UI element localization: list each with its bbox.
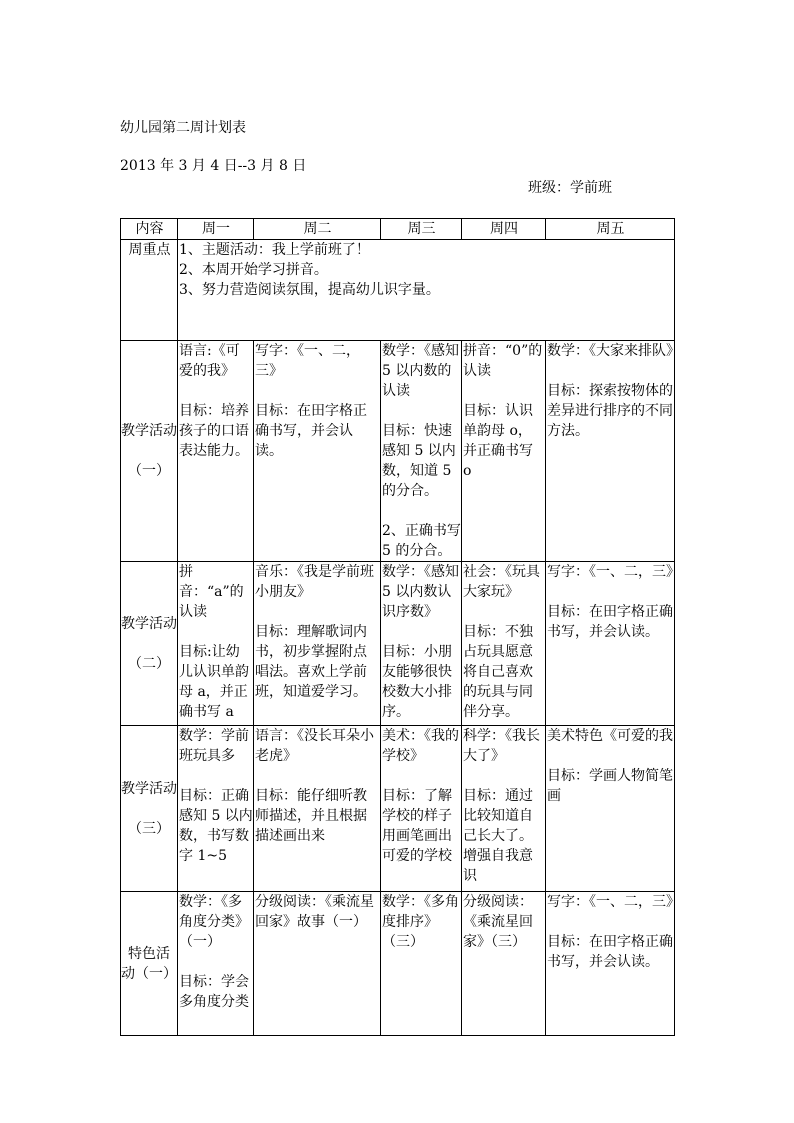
cell-paragraph: 数学：《感知 5 以内数认识序数》: [382, 564, 464, 620]
header-thursday: 周四: [462, 219, 546, 240]
cell-paragraph: 目标：在田字格正确书写，并会认读。: [547, 934, 673, 970]
activity3-tuesday: [254, 726, 381, 892]
cell-paragraph: [179, 381, 253, 401]
activity1-row: [121, 341, 675, 562]
cell-paragraph: 科学：《我长大了》: [463, 728, 540, 764]
cell-paragraph: 2、本周开始学习拼音。: [179, 262, 328, 278]
date-range: 2013 年 3 月 4 日--3 月 8 日: [120, 158, 307, 174]
cell-paragraph: 写字：《一、二，三》: [255, 343, 360, 379]
cell-paragraph: 目标：学画人物简笔画: [547, 768, 673, 804]
activity3-thursday: [462, 726, 546, 892]
cell-paragraph: [547, 912, 674, 932]
special1-tuesday: [254, 892, 381, 1036]
activity3-row: [121, 726, 675, 892]
label-line: 教学活动: [121, 780, 177, 797]
cell-paragraph: 分级阅读：《乘流星回家》（三）: [463, 894, 533, 950]
label-line: （一）: [128, 463, 170, 479]
cell-paragraph: 目标：在田字格正确书写，并会认读。: [547, 604, 673, 640]
cell-paragraph: [179, 622, 253, 642]
activity1-label: [121, 341, 178, 562]
cell-paragraph: 数学：《感知 5 以内数的认读: [382, 343, 464, 399]
cell-paragraph: 目标：通过比较知道自己长大了。增强自我意识: [463, 788, 533, 884]
cell-paragraph: [382, 622, 461, 642]
header-friday: 周五: [546, 219, 675, 240]
cell-paragraph: [382, 501, 461, 521]
cell-paragraph: 目标：探索按物体的差异进行排序的不同方法。: [547, 383, 673, 439]
cell-paragraph: [382, 766, 461, 786]
activity2-tuesday: [254, 562, 381, 726]
focus-cell: [178, 240, 675, 341]
activity1-monday: [178, 341, 254, 562]
label-line: 教学活动: [121, 615, 177, 632]
activity3-monday: [178, 726, 254, 892]
label-line: 特色活: [128, 945, 170, 962]
special1-monday: [178, 892, 254, 1036]
cell-paragraph: [255, 766, 380, 786]
cell-paragraph: 美术：《我的学校》: [382, 728, 459, 764]
cell-paragraph: 拼音：“0”的认读: [463, 343, 543, 379]
cell-paragraph: 3、努力营造阅读氛围，提高幼儿识字量。: [179, 282, 440, 298]
header-tuesday: 周二: [254, 219, 381, 240]
cell-paragraph: 目标：小朋友能够很快校数大小排序。: [382, 644, 452, 720]
label-line: （二）: [128, 655, 170, 672]
activity2-thursday: [462, 562, 546, 726]
cell-paragraph: [463, 602, 545, 622]
cell-paragraph: 目标：培养孩子的口语表达能力。: [179, 403, 249, 459]
activity1-thursday: [462, 341, 546, 562]
cell-paragraph: 目标：学会多角度分类: [179, 974, 249, 1010]
cell-paragraph: [463, 766, 545, 786]
cell-paragraph: 2、正确书写 5 的分合。: [382, 523, 466, 559]
document-title: 幼儿园第二周计划表: [120, 120, 246, 136]
focus-label: 周重点: [121, 240, 178, 341]
cell-paragraph: 目标：理解歌词内书，初步掌握附点唱法。喜欢上学前班，知道爱学习。: [255, 624, 367, 700]
cell-paragraph: 分级阅读：《乘流星回家》故事（一）: [255, 894, 374, 930]
cell-paragraph: 目标：不独占玩具愿意将自己喜欢的玩具与同伴分享。: [463, 624, 533, 720]
cell-paragraph: 目标：快速感知 5 以内数，知道 5 的分合。: [382, 423, 456, 499]
cell-paragraph: [547, 582, 674, 602]
class-label: 班级：学前班: [528, 180, 612, 196]
activity2-monday: [178, 562, 254, 726]
cell-paragraph: [547, 746, 674, 766]
cell-paragraph: 目标：认识单韵母 o，并正确书写 o: [463, 403, 538, 479]
activity2-friday: [546, 562, 680, 726]
activity1-friday: [546, 341, 680, 562]
cell-paragraph: [255, 602, 380, 622]
cell-paragraph: [179, 952, 253, 972]
focus-row: [121, 240, 675, 341]
header-monday: 周一: [178, 219, 254, 240]
label-line: （三）: [128, 820, 170, 837]
special1-label: [121, 892, 178, 1036]
cell-paragraph: 数学：《多角度分类》（一）: [179, 894, 249, 950]
cell-paragraph: 语言:《可爱的我》: [179, 343, 240, 379]
activity1-wednesday: [381, 341, 466, 562]
cell-paragraph: 语言：《没长耳朵小老虎》: [255, 728, 374, 764]
header-wednesday: 周三: [381, 219, 462, 240]
header-row: [121, 219, 675, 240]
label-line: 动（一）: [121, 965, 177, 982]
special1-thursday: [462, 892, 546, 1036]
cell-paragraph: 1、主题活动：我上学前班了！: [179, 242, 370, 258]
activity1-tuesday: [254, 341, 381, 562]
cell-paragraph: [547, 361, 674, 381]
special1-friday: [546, 892, 680, 1036]
cell-paragraph: [255, 381, 380, 401]
cell-paragraph: [382, 401, 461, 421]
weekly-plan-table: [120, 218, 680, 1036]
activity3-wednesday: [381, 726, 462, 892]
cell-paragraph: 社会：《玩具大家玩》: [463, 564, 540, 600]
cell-paragraph: 目标:让幼儿认识单韵母 a，并正确书写 a: [179, 644, 249, 720]
special1-wednesday: [381, 892, 462, 1036]
cell-paragraph: 数学：学前班玩具多: [179, 728, 249, 764]
header-content: 内容: [121, 219, 178, 240]
activity3-friday: [546, 726, 675, 892]
cell-paragraph: 数学：《大家来排队》: [547, 343, 680, 359]
cell-paragraph: 目标：能仔细听教师描述，并且根据描述画出来: [255, 788, 367, 844]
cell-paragraph: 目标：了解学校的样子用画笔画出可爱的学校: [382, 788, 452, 864]
activity2-wednesday: [381, 562, 462, 726]
activity2-row: [121, 562, 675, 726]
cell-paragraph: [179, 766, 253, 786]
cell-paragraph: [463, 381, 545, 401]
cell-paragraph: 数学：《多角度排序》（三）: [382, 894, 459, 950]
special1-row: [121, 892, 675, 1036]
cell-paragraph: 美术特色《可爱的我: [547, 728, 673, 744]
cell-paragraph: 拼音：“a”的认读: [179, 564, 244, 620]
label-line: 教学活动: [121, 423, 177, 439]
cell-paragraph: 写字：《一、二，三》: [547, 894, 680, 910]
activity2-label: [121, 562, 178, 726]
activity3-label: [121, 726, 178, 892]
cell-paragraph: 写字：《一、二，三》: [547, 564, 680, 580]
cell-paragraph: 目标：正确感知 5 以内数，书写数字 1~5: [179, 788, 253, 864]
cell-paragraph: 音乐：《我是学前班小朋友》: [255, 564, 374, 600]
cell-paragraph: 目标：在田字格正确书写，并会认读。: [255, 403, 367, 459]
